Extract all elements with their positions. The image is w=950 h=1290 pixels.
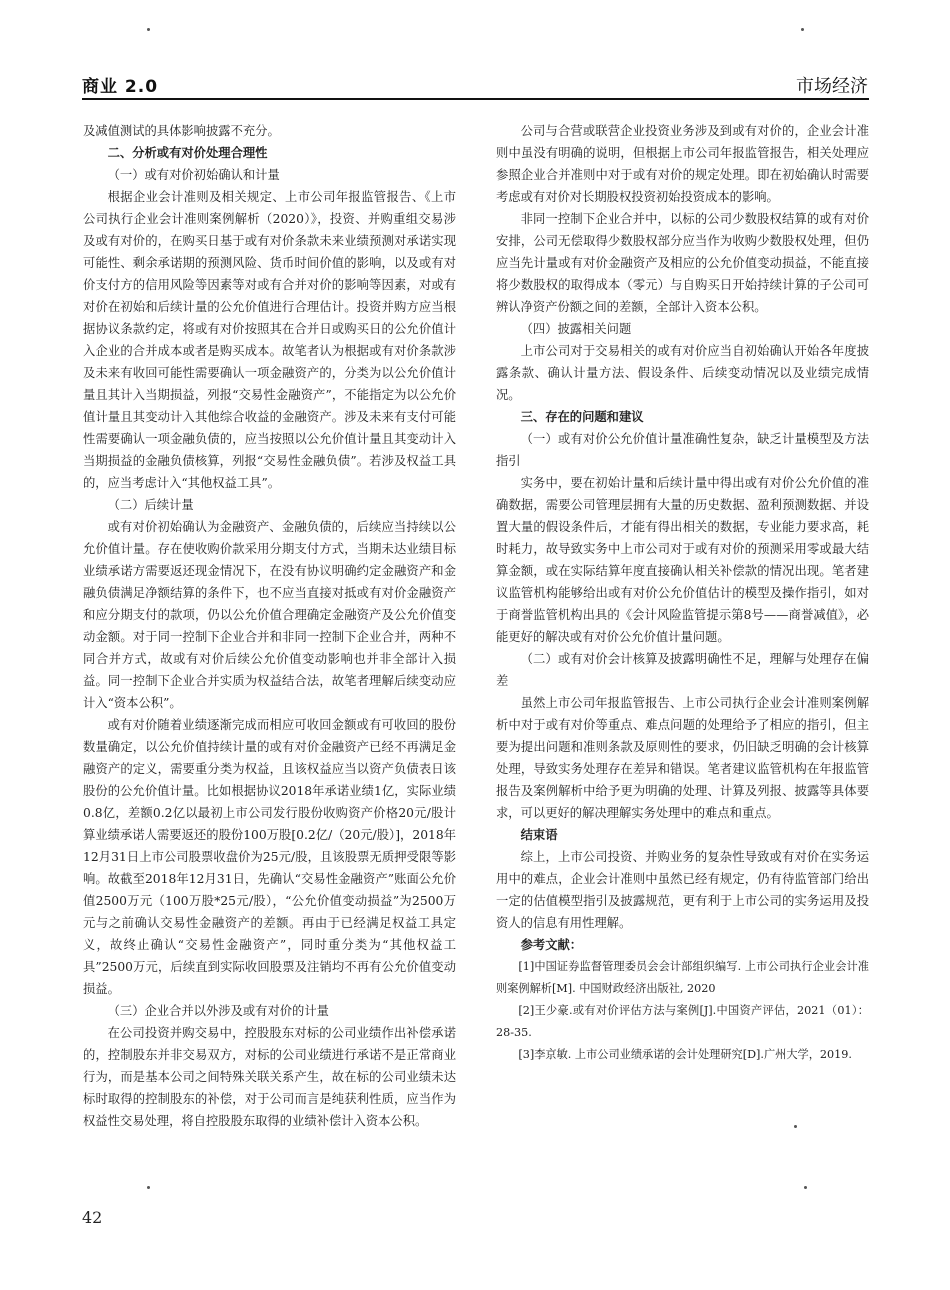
subsection-heading: （四）披露相关问题: [520, 322, 632, 336]
right-column: [496, 120, 869, 1066]
corner-mark-bottom-right: [804, 1186, 807, 1189]
header-rule: [82, 98, 869, 100]
paragraph: 及减值测试的具体影响披露不充分。: [83, 124, 280, 138]
page-number: 42: [82, 1208, 103, 1227]
section-heading: 结束语: [520, 828, 558, 842]
corner-mark-mid-right: [794, 1125, 797, 1128]
section-heading: 三、存在的问题和建议: [520, 410, 644, 424]
reference-item: [2]王少豪.或有对价评估方法与案例[J].中国资产评估，2021（01）：28-35.: [496, 1004, 869, 1039]
section-title: 市场经济: [796, 76, 868, 97]
paragraph: 非同一控制下企业合并中，以标的公司少数股权结算的或有对价安排，公司无偿取得少数股权部分应当作为收购少数股权处理，但仍应当先计量或有对价金融资产及相应的公允价值变动损益，不能直接将少数股权的取得成本（零元）与自购买日开始持续计算的子公司可辨认净资产份额之间的差额，全部计入资本公积。: [496, 212, 869, 314]
left-column: [83, 120, 456, 1132]
subsection-heading: （一）或有对价公允价值计量准确性复杂，缺乏计量模型及方法指引: [496, 432, 869, 468]
journal-name: 商业 2.0: [82, 77, 159, 97]
subsection-heading: （二）或有对价会计核算及披露明确性不足，理解与处理存在偏差: [496, 652, 869, 688]
paragraph: 上市公司对于交易相关的或有对价应当自初始确认开始各年度披露条款、确认计量方法、假设条件、后续变动情况以及业绩完成情况。: [496, 344, 869, 402]
paragraph: 或有对价初始确认为金融资产、金融负债的，后续应当持续以公允价值计量。存在使收购价款采用分期支付方式，当期未达业绩目标业绩承诺方需要返还现金情况下，在没有协议明确约定金融资产和金融负债满足净额结算的条件下，也不应当直接对抵或有对价金融资产和应分期支付的款项，仍以公允价值合理确定金融资产及公允价值变动金额。对于同一控制下企业合并和非同一控制下企业合并，两种不同合并方式，故或有对价后续公允价值变动影响也并非全部计入损益。同一控制下企业合并实质为权益结合法，故笔者理解后续变动应计入“资本公积”。: [83, 520, 456, 710]
paragraph: 公司与合营或联营企业投资业务涉及到或有对价的，企业会计准则中虽没有明确的说明，但根据上市公司年报监管报告，相关处理应参照企业合并准则中对于或有对价的规定处理。即在初始确认时需要考虑或有对价对长期股权投资初始投资成本的影响。: [496, 124, 869, 204]
paragraph: 虽然上市公司年报监管报告、上市公司执行企业会计准则案例解析中对于或有对价等重点、难点问题的处理给予了相应的指引，但主要为提出问题和准则条款及原则性的要求，仍旧缺乏明确的会计核算处理，导致实务处理存在差异和错误。笔者建议监管机构在年报监管报告及案例解析中给予更为明确的处理、计算及列报、披露等具体要求，可以更好的解决理解实务处理中的难点和重点。: [496, 696, 869, 820]
paragraph: 在公司投资并购交易中，控股股东对标的公司业绩作出补偿承诺的，控制股东并非交易双方，对标的公司业绩进行承诺不是正常商业行为，而是基本公司之间特殊关联关系产生，故在标的公司业绩未达标时取得的控制股东的补偿，对于公司而言是纯获利性质，应当作为权益性交易处理，将自控股股东取得的业绩补偿计入资本公积。: [83, 1026, 456, 1128]
paragraph: 实务中，要在初始计量和后续计量中得出或有对价公允价值的准确数据，需要公司管理层拥有大量的历史数据、盈利预测数据、并设置大量的假设条件后，才能有得出相关的数据，专业能力要求高，耗时耗力，故导致实务中上市公司对于或有对价的预测采用零或最大结算金额，或在实际结算年度直接确认相关补偿款的情况出现。笔者建议监管机构能够给出或有对价公允价值估计的模型及操作指引，如对于商誉监管机构出具的《会计风险监管提示第8号——商誉减值》，必能更好的解决或有对价公允价值计量问题。: [496, 476, 869, 644]
subsection-heading: （一）或有对价初始确认和计量: [107, 168, 280, 182]
corner-mark-bottom-left: [147, 1186, 150, 1189]
reference-item: [3]李京敏. 上市公司业绩承诺的会计处理研究[D].广州大学，2019.: [518, 1048, 852, 1061]
paragraph: 综上，上市公司投资、并购业务的复杂性导致或有对价在实务运用中的难点，企业会计准则中虽然已经有规定，仍有待监管部门给出一定的估值模型指引及披露规范，更有利于上市公司的实务运用及投资人的信息有用性理解。: [496, 850, 869, 930]
paragraph: 根据企业会计准则及相关规定、上市公司年报监管报告、《上市公司执行企业会计准则案例解析（2020）》，投资、并购重组交易涉及或有对价的，在购买日基于或有对价条款未来业绩预测对承诺实现可能性、剩余承诺期的预测风险、货币时间价值的影响，以及或有对价支付方的信用风险等因素等对或有合并对价的影响等因素，对或有对价在初始和后续计量的公允价值进行合理估计。投资并购方应当根据协议条款约定，将或有对价按照其在合并日或购买日的公允价值计入企业的合并成本或者是购买成本。故笔者认为根据或有对价条款涉及未来有收回可能性需要确认一项金融资产的，分类为以公允价值计量且其计入当期损益，列报“交易性金融资产”，不能指定为以公允价值计量且其变动计入其他综合收益的金融资产。涉及未来有支付可能性需要确认一项金融负债的，应当按照以公允价值计量且其变动计入当期损益的金融负债核算，列报“交易性金融负债”。若涉及权益工具的，应当考虑计入“其他权益工具”。: [83, 190, 456, 490]
subsection-heading: （三）企业合并以外涉及或有对价的计量: [107, 1004, 329, 1018]
paragraph: 或有对价随着业绩逐渐完成而相应可收回金额或有可收回的股份数量确定，以公允价值持续计量的或有对价金融资产已经不再满足金融资产的定义，需要重分类为权益，且该权益应当以资产负债表日该股份的公允价值计量。比如根据协议2018年承诺业绩1亿，实际业绩0.8亿，差额0.2亿以最初上市公司发行股份收购资产价格20元/股计算业绩承诺人需要返还的股份100万股[0.2亿/（20元/股）]，2018年12月31日上市公司股票收盘价为25元/股，且该股票无质押受限等影响。故截至2018年12月31日，先确认“交易性金融资产”账面公允价值2500万元（100万股*25元/股），“公允价值变动损益”为2500万元与之前确认交易性金融资产的差额。再由于已经满足权益工具定义，故终止确认“交易性金融资产”，同时重分类为“其他权益工具”2500万元，后续直到实际收回股票及注销均不再有公允价值变动损益。: [83, 718, 456, 996]
corner-mark-top-right: [801, 28, 804, 31]
section-heading: 参考文献：: [520, 938, 583, 952]
section-heading: 二、分析或有对价处理合理性: [107, 146, 268, 160]
reference-item: [1]中国证券监督管理委员会会计部组织编写. 上市公司执行企业会计准则案例解析[M]. 中国财政经济出版社, 2020: [496, 960, 869, 995]
subsection-heading: （二）后续计量: [107, 498, 194, 512]
corner-mark-top-left: [147, 28, 150, 31]
